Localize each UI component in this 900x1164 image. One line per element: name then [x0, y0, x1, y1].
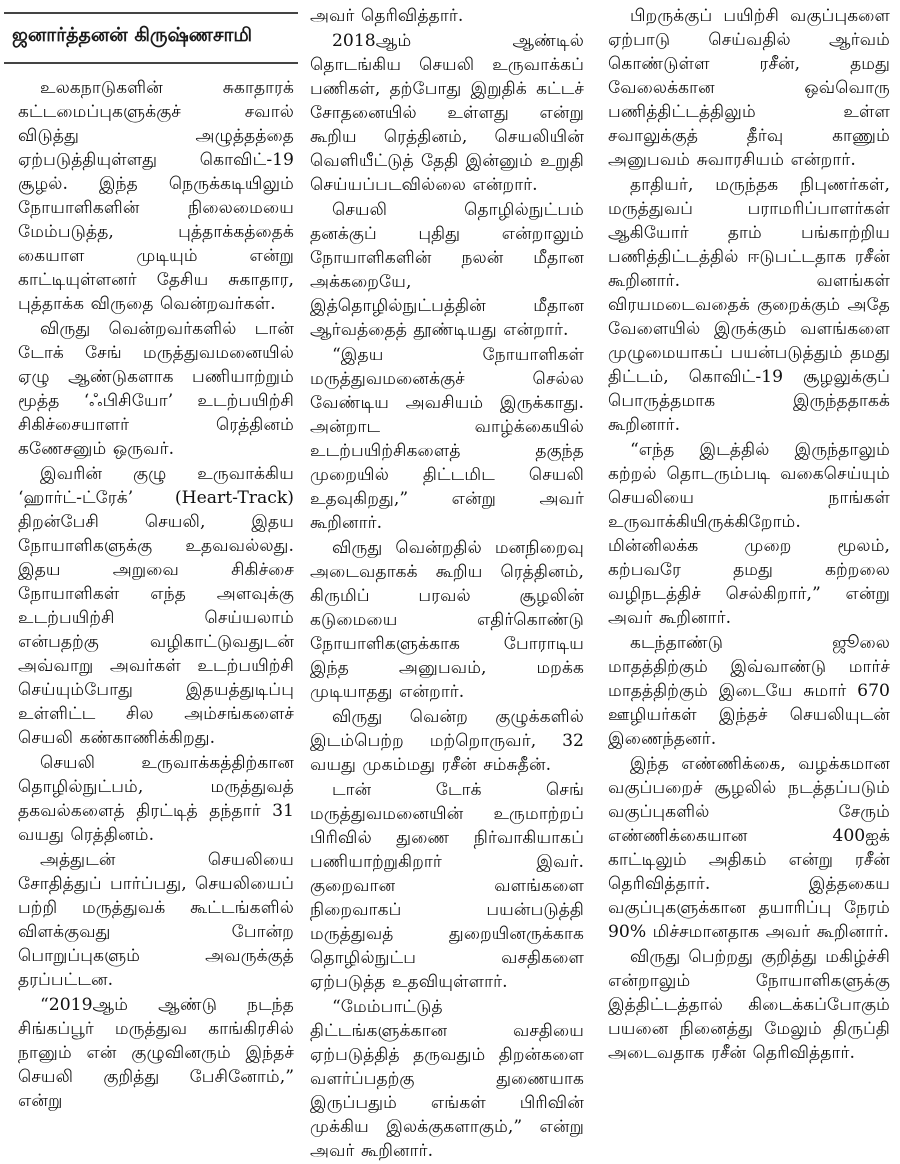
paragraph: பிறருக்குப் பயிற்சி வகுப்புகளை ஏற்பாடு செய்வதில் ஆர்வம் கொண்டுள்ள ரசீன், தமது வேலைக்கான ஒவ்வொரு பணித்திட்டத்திலும் உள்ள சவாலுக்குத் தீர்வு காணும் அனுபவம் சுவாரசியம் என்றார்.	[608, 6, 890, 170]
paragraph: கடந்தாண்டு ஜூலை மாதத்திற்கும் இவ்வாண்டு மார்ச் மாதத்திற்கும் இடையே சுமார் 670 ஊழியர்கள் இந்தச் செயலியுடன் இணைந்தனர்.	[608, 633, 890, 749]
byline-top-rule	[4, 12, 298, 14]
article-column-2	[310, 4, 584, 1164]
byline-box	[4, 2, 298, 70]
paragraph: இவரின் குழு உருவாக்கிய ‘ஹார்ட்-ட்ரேக்’ (Heart-Track) திறன்பேசி செயலி, இதய நோயாளிகளுக்கு உதவவல்லது. இதய அறுவை சிகிச்சை நோயாளிகள் எந்த அளவுக்கு உடற்பயிற்சி செய்யலாம் என்பதற்கு வழிகாட்டுவதுடன் அவ்வாறு அவர்கள் உடற்பயிற்சி செய்யும்போது இதயத்துடிப்பு உள்ளிட்ட சில அம்சங்களைச் செயலி கண்காணிக்கிறது.	[18, 464, 294, 748]
paragraph: அத்துடன் செயலியை சோதித்துப் பார்ப்பது, செயலியைப் பற்றி மருத்துவக் கூட்டங்களில் விளக்குவது போன்ற பொறுப்புகளும் அவருக்குத் தரப்பட்டன.	[18, 850, 294, 990]
paragraph: உலகநாடுகளின் சுகாதாரக் கட்டமைப்புகளுக்குச் சவால் விடுத்து அழுத்தத்தை ஏற்படுத்தியுள்ளது கொவிட்-19 சூழல். இந்த நெருக்கடியிலும் நோயாளிகளின் நிலைமையை மேம்படுத்த, புத்தாக்கத்தைக் கையாள முடியும் என்று காட்டியுள்ளனர் தேசிய சுகாதார, புத்தாக்க விருதை வென்றவர்கள்.	[18, 78, 294, 314]
paragraph: “மேம்பாட்டுத் திட்டங்களுக்கான வசதியை ஏற்படுத்தித் தருவதும் திறன்களை வளர்ப்பதற்கு துணையாக இருப்பதும் எங்கள் பிரிவின் முக்கிய இலக்குகளாகும்,” என்று அவர் கூறினார்.	[310, 997, 584, 1161]
article-column-3	[608, 4, 890, 1066]
paragraph: விருது வென்றதில் மனநிறைவு அடைவதாகக் கூறிய ரெத்தினம், கிருமிப் பரவல் சூழலின் கடுமையை எதிர்கொண்டு நோயாளிகளுக்காக போராடிய இந்த அனுபவம், மறக்க முடியாதது என்றார்.	[310, 538, 584, 702]
paragraph: விருது பெற்றது குறித்து மகிழ்ச்சி என்றாலும் நோயாளிகளுக்கு இத்திட்டத்தால் கிடைக்கப்போகும் பயனை நினைத்து மேலும் திருப்தி அடைவதாக ரசீன் தெரிவித்தார்.	[608, 947, 890, 1063]
paragraph: தாதியர், மருந்தக நிபுணர்கள், மருத்துவப் பராமரிப்பாளர்கள் ஆகியோர் தாம் பங்காற்றிய பணித்திட்டத்தில் ஈடுபட்டதாக ரசீன் கூறினார். வளங்கள் விரயமடைவதைக் குறைக்கும் அதே வேளையில் இருக்கும் வளங்களை முழுமையாகப் பயன்படுத்தும் தமது திட்டம், கொவிட்-19 சூழலுக்குப் பொருத்தமாக இருந்ததாகக் கூறினார்.	[608, 175, 890, 435]
paragraph: விருது வென்றவர்களில் டான் டோக் சேங் மருத்துவமனையில் ஏழு ஆண்டுகளாக பணியாற்றும் மூத்த ‘ஃபிசியோ’ உடற்பயிற்சி சிகிச்சையாளர் ரெத்தினம் கணேசனும் ஒருவர்.	[18, 319, 294, 459]
paragraph: இந்த எண்ணிக்கை, வழக்கமான வகுப்பறைச் சூழலில் நடத்தப்படும் வகுப்புகளில் சேரும் எண்ணிக்கையான 400ஐக் காட்டிலும் அதிகம் என்று ரசீன் தெரிவித்தார். இத்தகைய வகுப்புகளுக்கான தயாரிப்பு நேரம் 90% மிச்சமானதாக அவர் கூறினார்.	[608, 754, 890, 942]
paragraph: செயலி தொழில்நுட்பம் தனக்குப் புதிது என்றாலும் நோயாளிகளின் நலன் மீதான அக்கறையே, இத்தொழில்நுட்பத்தின் மீதான ஆர்வத்தைத் தூண்டியது என்றார்.	[310, 200, 584, 340]
paragraph-continued: அவர் தெரிவித்தார்.	[310, 6, 464, 26]
article-column-1	[18, 76, 294, 1114]
paragraph: “எந்த இடத்தில் இருந்தாலும் கற்றல் தொடரும்படி வகைசெய்யும் செயலியை நாங்கள் உருவாக்கியிருக்கிறோம். மின்னிலக்க முறை மூலம், கற்பவரே தமது கற்றலை வழிநடத்திச் செல்கிறார்,” என்று அவர் கூறினார்.	[608, 440, 890, 628]
byline-bottom-rule	[4, 62, 298, 64]
paragraph: “இதய நோயாளிகள் மருத்துவமனைக்குச் செல்ல வேண்டிய அவசியம் இருக்காது. அன்றாட வாழ்க்கையில் உடற்பயிற்சிகளைத் தகுந்த முறையில் திட்டமிட செயலி உதவுகிறது,” என்று அவர் கூறினார்.	[310, 345, 584, 533]
paragraph: 2018ஆம் ஆண்டில் தொடங்கிய செயலி உருவாக்கப் பணிகள், தற்போது இறுதிக் கட்டச் சோதனையில் உள்ளது என்று கூறிய ரெத்தினம், செயலியின் வெளியீட்டுத் தேதி இன்னும் உறுதி செய்யப்படவில்லை என்றார்.	[310, 31, 584, 195]
paragraph: டான் டோக் செங் மருத்துவமனையின் உருமாற்றப் பிரிவில் துணை நிர்வாகியாகப் பணியாற்றுகிறார் இவர். குறைவான வளங்களை நிறைவாகப் பயன்படுத்தி மருத்துவத் துறையினருக்காக தொழில்நுட்ப வசதிகளை ஏற்படுத்த உதவியுள்ளார்.	[310, 780, 584, 992]
paragraph: விருது வென்ற குழுக்களில் இடம்பெற்ற மற்றொருவர், 32 வயது முகம்மது ரசீன் சம்சுதீன்.	[310, 707, 584, 775]
author-byline: ஜனார்த்தனன் கிருஷ்ணசாமி	[12, 24, 253, 46]
paragraph: “2019ஆம் ஆண்டு நடந்த சிங்கப்பூர் மருத்துவ காங்கிரசில் நானும் என் குழுவினரும் இந்தச் செயலி குறித்து பேசினோம்,” என்று	[18, 995, 294, 1111]
paragraph: செயலி உருவாக்கத்திற்கான தொழில்நுட்பம், மருத்துவத் தகவல்களைத் திரட்டித் தந்தார் 31 வயது ரெத்தினம்.	[18, 753, 294, 845]
